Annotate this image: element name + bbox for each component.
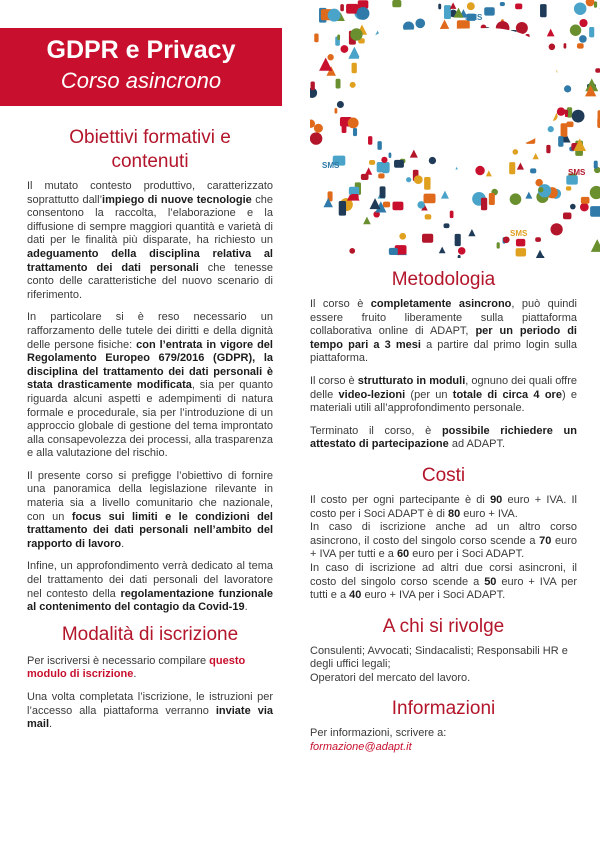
phone-icon: [561, 123, 568, 137]
course-subtitle: Corso asincrono: [60, 68, 222, 93]
chat-icon: [516, 239, 525, 246]
phone-icon: [311, 81, 315, 90]
phone-icon: [509, 162, 515, 174]
chat-icon: [351, 194, 359, 201]
dot-icon: [475, 166, 484, 175]
dot-icon: [579, 19, 587, 27]
phone-icon: [352, 63, 357, 74]
obiettivi-paragraph-1: Il mutato contesto produttivo, caratterizzato soprattutto dall’impiego di nuove tecnologie che consentono la raccolta, l’elaborazione e la diffusione di sempre maggiori quantità e varietà di dati per le finalità più disparate, ha richiesto un adeguamento della disciplina relativa al trattamento dei dati personali che tenesse conto delle caratteristiche del nuovo scenario di riferimento.: [27, 180, 274, 301]
dot-icon: [467, 2, 475, 10]
dot-icon: [327, 54, 333, 60]
chat-icon: [595, 68, 600, 72]
informazioni-heading: Informazioni: [391, 698, 496, 720]
phone-icon: [340, 4, 344, 11]
dot-icon: [503, 236, 510, 243]
chat-icon: [484, 7, 494, 15]
rivolge-paragraph-2: Operatori del mercato del lavoro.: [310, 671, 471, 684]
phone-icon: [424, 177, 430, 190]
costi-paragraph-2: In caso di iscrizione anche ad un altro corso asincrono, il costo del singolo corso scende a 70 euro + IVA per tutti e a 60 euro per i Soci ADAPT.: [310, 521, 578, 561]
chat-icon: [590, 206, 600, 217]
costi-paragraph-1: Il costo per ogni partecipante è di 90 euro + IVA. Il costo per i Soci ADAPT è di 80 euro + IVA.: [310, 493, 577, 520]
phone-icon: [497, 242, 500, 248]
chat-icon: [577, 43, 584, 48]
dot-icon: [538, 187, 543, 192]
dot-icon: [314, 124, 323, 133]
registration-form-link[interactable]: questo modulo di iscrizione: [27, 654, 246, 681]
dot-icon: [381, 157, 387, 163]
signal-icon: [533, 153, 539, 159]
metodologia-paragraph-2: Il corso è strutturato in moduli, ognuno dei quali offre delle video-lezioni (per un totale di circa 4 ore) e materiali utili all’approfondimento personale.: [310, 374, 578, 415]
signal-icon: [547, 29, 555, 37]
dot-icon: [572, 110, 585, 123]
dot-icon: [350, 28, 362, 40]
dot-icon: [458, 247, 466, 255]
obiettivi-paragraph-4: Infine, un approfondimento verrà dedicato al tema del trattamento dei dati personali del lavoratore nel contesto della regolamentazione funzionale al contenimento del contagio da Covid-19.: [27, 560, 274, 614]
sms-label: SMS: [322, 161, 340, 170]
chat-icon: [394, 160, 404, 168]
obiettivi-heading: Obiettivi formativi e contenuti: [69, 127, 231, 172]
dot-icon: [548, 126, 554, 132]
dot-icon: [348, 118, 359, 129]
phone-icon: [314, 34, 318, 43]
signal-icon: [517, 162, 524, 169]
phone-icon: [380, 186, 386, 198]
informazioni-email-line: [310, 741, 577, 755]
dot-icon: [570, 25, 581, 36]
phone-icon: [389, 152, 392, 158]
speech-bubble-icon: [357, 28, 560, 180]
phone-icon: [455, 234, 461, 246]
course-title: GDPR e Privacy: [46, 36, 236, 64]
dot-icon: [550, 223, 562, 235]
chat-icon: [566, 186, 571, 190]
metodologia-paragraph-1: Il corso è completamente asincrono, può quindi essere fruito liberamente sulla piattaforma collaborativa online di ADAPT, per un periodo di tempo pari a 3 mesi a partire dal primo login sulla piattaforma.: [310, 298, 577, 365]
chat-icon: [424, 194, 436, 204]
signal-icon: [525, 192, 532, 199]
signal-icon: [486, 170, 492, 176]
chat-icon: [422, 234, 433, 243]
sms-label: SMS: [510, 229, 528, 238]
signal-icon: [410, 150, 418, 158]
chat-icon: [382, 168, 389, 174]
chat-icon: [383, 202, 390, 208]
dot-icon: [557, 107, 565, 115]
phone-icon: [458, 255, 461, 258]
chat-icon: [369, 160, 375, 165]
chat-icon: [392, 202, 403, 211]
chat-icon: [361, 174, 369, 180]
phone-icon: [368, 136, 372, 145]
chat-icon: [389, 248, 398, 255]
dot-icon: [328, 9, 341, 22]
phone-icon: [594, 161, 598, 169]
phone-icon: [444, 5, 451, 19]
social-media-icon-collage: [310, 0, 600, 258]
dot-icon: [414, 175, 423, 184]
modalita-heading: Modalità di iscrizione: [61, 623, 239, 645]
rivolge-paragraph-1: Consulenti; Avvocati; Sindacalisti; Responsabili HR e degli uffici legali;: [310, 644, 568, 671]
costi-paragraph-3: In caso di iscrizione ad altri due corsi asincroni, il costo del singolo corso scende a 50 euro + IVA per tutti e a 40 euro + IVA per i Soci ADAPT.: [310, 561, 577, 602]
obiettivi-paragraph-3: Il presente corso si prefigge l’obiettivo di fornire una panoramica della legislazione rilevante in materia sia a livello comunitario che nazionale, con un focus sui limiti e le condizioni del trattamento dei dati personali nell’ambito del rapporto di lavoro.: [27, 469, 273, 550]
dot-icon: [549, 44, 556, 51]
dot-icon: [429, 157, 436, 164]
phone-icon: [335, 108, 338, 114]
chat-icon: [378, 173, 384, 178]
dot-icon: [513, 149, 519, 155]
sms-label: SMS: [465, 13, 483, 22]
metodologia-heading: Metodologia: [391, 269, 496, 290]
phone-icon: [438, 4, 441, 10]
left-column: [27, 126, 273, 732]
chat-icon: [515, 3, 522, 9]
costi-heading: Costi: [421, 464, 466, 486]
signal-icon: [450, 2, 457, 9]
sms-label: SMS: [568, 168, 586, 177]
dot-icon: [337, 101, 344, 108]
dot-icon: [516, 22, 528, 34]
dot-icon: [406, 177, 411, 182]
signal-icon: [468, 229, 475, 236]
signal-icon: [370, 198, 381, 209]
dot-icon: [580, 203, 589, 212]
dot-icon: [574, 2, 586, 14]
dot-icon: [350, 82, 356, 88]
chat-icon: [535, 237, 541, 242]
phone-icon: [564, 43, 567, 49]
chat-icon: [516, 248, 526, 256]
chat-icon: [500, 2, 505, 6]
phone-icon: [336, 79, 341, 89]
phone-icon: [339, 201, 346, 216]
modalita-paragraph-1: Per iscriversi è necessario compilare questo modulo di iscrizione.: [27, 654, 246, 681]
dot-icon: [510, 193, 522, 205]
phone-icon: [489, 193, 495, 205]
dot-icon: [310, 132, 322, 144]
right-column: [310, 268, 577, 755]
metodologia-paragraph-3: Terminato il corso, è possibile richiedere un attestato di partecipazione ad ADAPT.: [310, 424, 577, 451]
rivolge-heading: A chi si rivolge: [382, 615, 505, 637]
phone-icon: [377, 141, 381, 150]
dot-icon: [415, 18, 425, 28]
chat-icon: [581, 197, 590, 204]
phone-icon: [337, 35, 340, 41]
signal-icon: [365, 167, 372, 174]
dot-icon: [564, 85, 571, 92]
dot-icon: [399, 233, 406, 240]
phone-icon: [558, 136, 563, 147]
chat-icon: [346, 4, 358, 14]
dot-icon: [349, 248, 355, 254]
phone-icon: [589, 27, 594, 37]
phone-icon: [481, 198, 487, 210]
phone-icon: [540, 4, 547, 17]
signal-icon: [439, 247, 446, 254]
dot-icon: [357, 7, 370, 20]
signal-icon: [591, 239, 600, 252]
chat-icon: [444, 223, 450, 228]
signal-icon: [348, 47, 360, 59]
dot-icon: [417, 201, 424, 208]
modalita-paragraph-2: Una volta completata l’iscrizione, le istruzioni per l’accesso alla piattaforma verranno inviate via mail.: [27, 691, 273, 731]
dot-icon: [570, 204, 576, 210]
chat-icon: [563, 212, 571, 219]
signal-icon: [363, 217, 371, 225]
chat-icon: [425, 214, 432, 219]
signal-icon: [441, 191, 449, 199]
phone-icon: [353, 128, 357, 136]
dot-icon: [579, 35, 587, 43]
dot-icon: [586, 0, 595, 6]
title-banner: [0, 28, 282, 106]
email-link[interactable]: formazione@adapt.it: [310, 741, 412, 754]
dot-icon: [590, 186, 600, 199]
obiettivi-paragraph-2: In particolare si è reso necessario un rafforzamento delle tutele dei diritti e della dignità delle persone fisiche: con l’entrata in vigore del Regolamento Europeo 679/2016 (GDPR), la disciplina del trattamento dei dati personali è stata drasticamente modificata, sia per quanto riguarda alcuni aspetti e adempimenti di natura formale e procedurale, sia per l’introduzione di un approccio globale di gestione del tema improntato alla consapevolezza dei processi, alla trasparenza e alla valutazione del rischio.: [27, 311, 273, 460]
informazioni-paragraph: Per informazioni, scrivere a:: [310, 727, 447, 740]
chat-icon: [566, 121, 573, 127]
dot-icon: [340, 45, 348, 53]
phone-icon: [450, 211, 454, 218]
phone-icon: [546, 145, 550, 153]
chat-icon: [530, 168, 536, 173]
chat-icon: [349, 187, 359, 195]
chat-icon: [392, 0, 401, 7]
